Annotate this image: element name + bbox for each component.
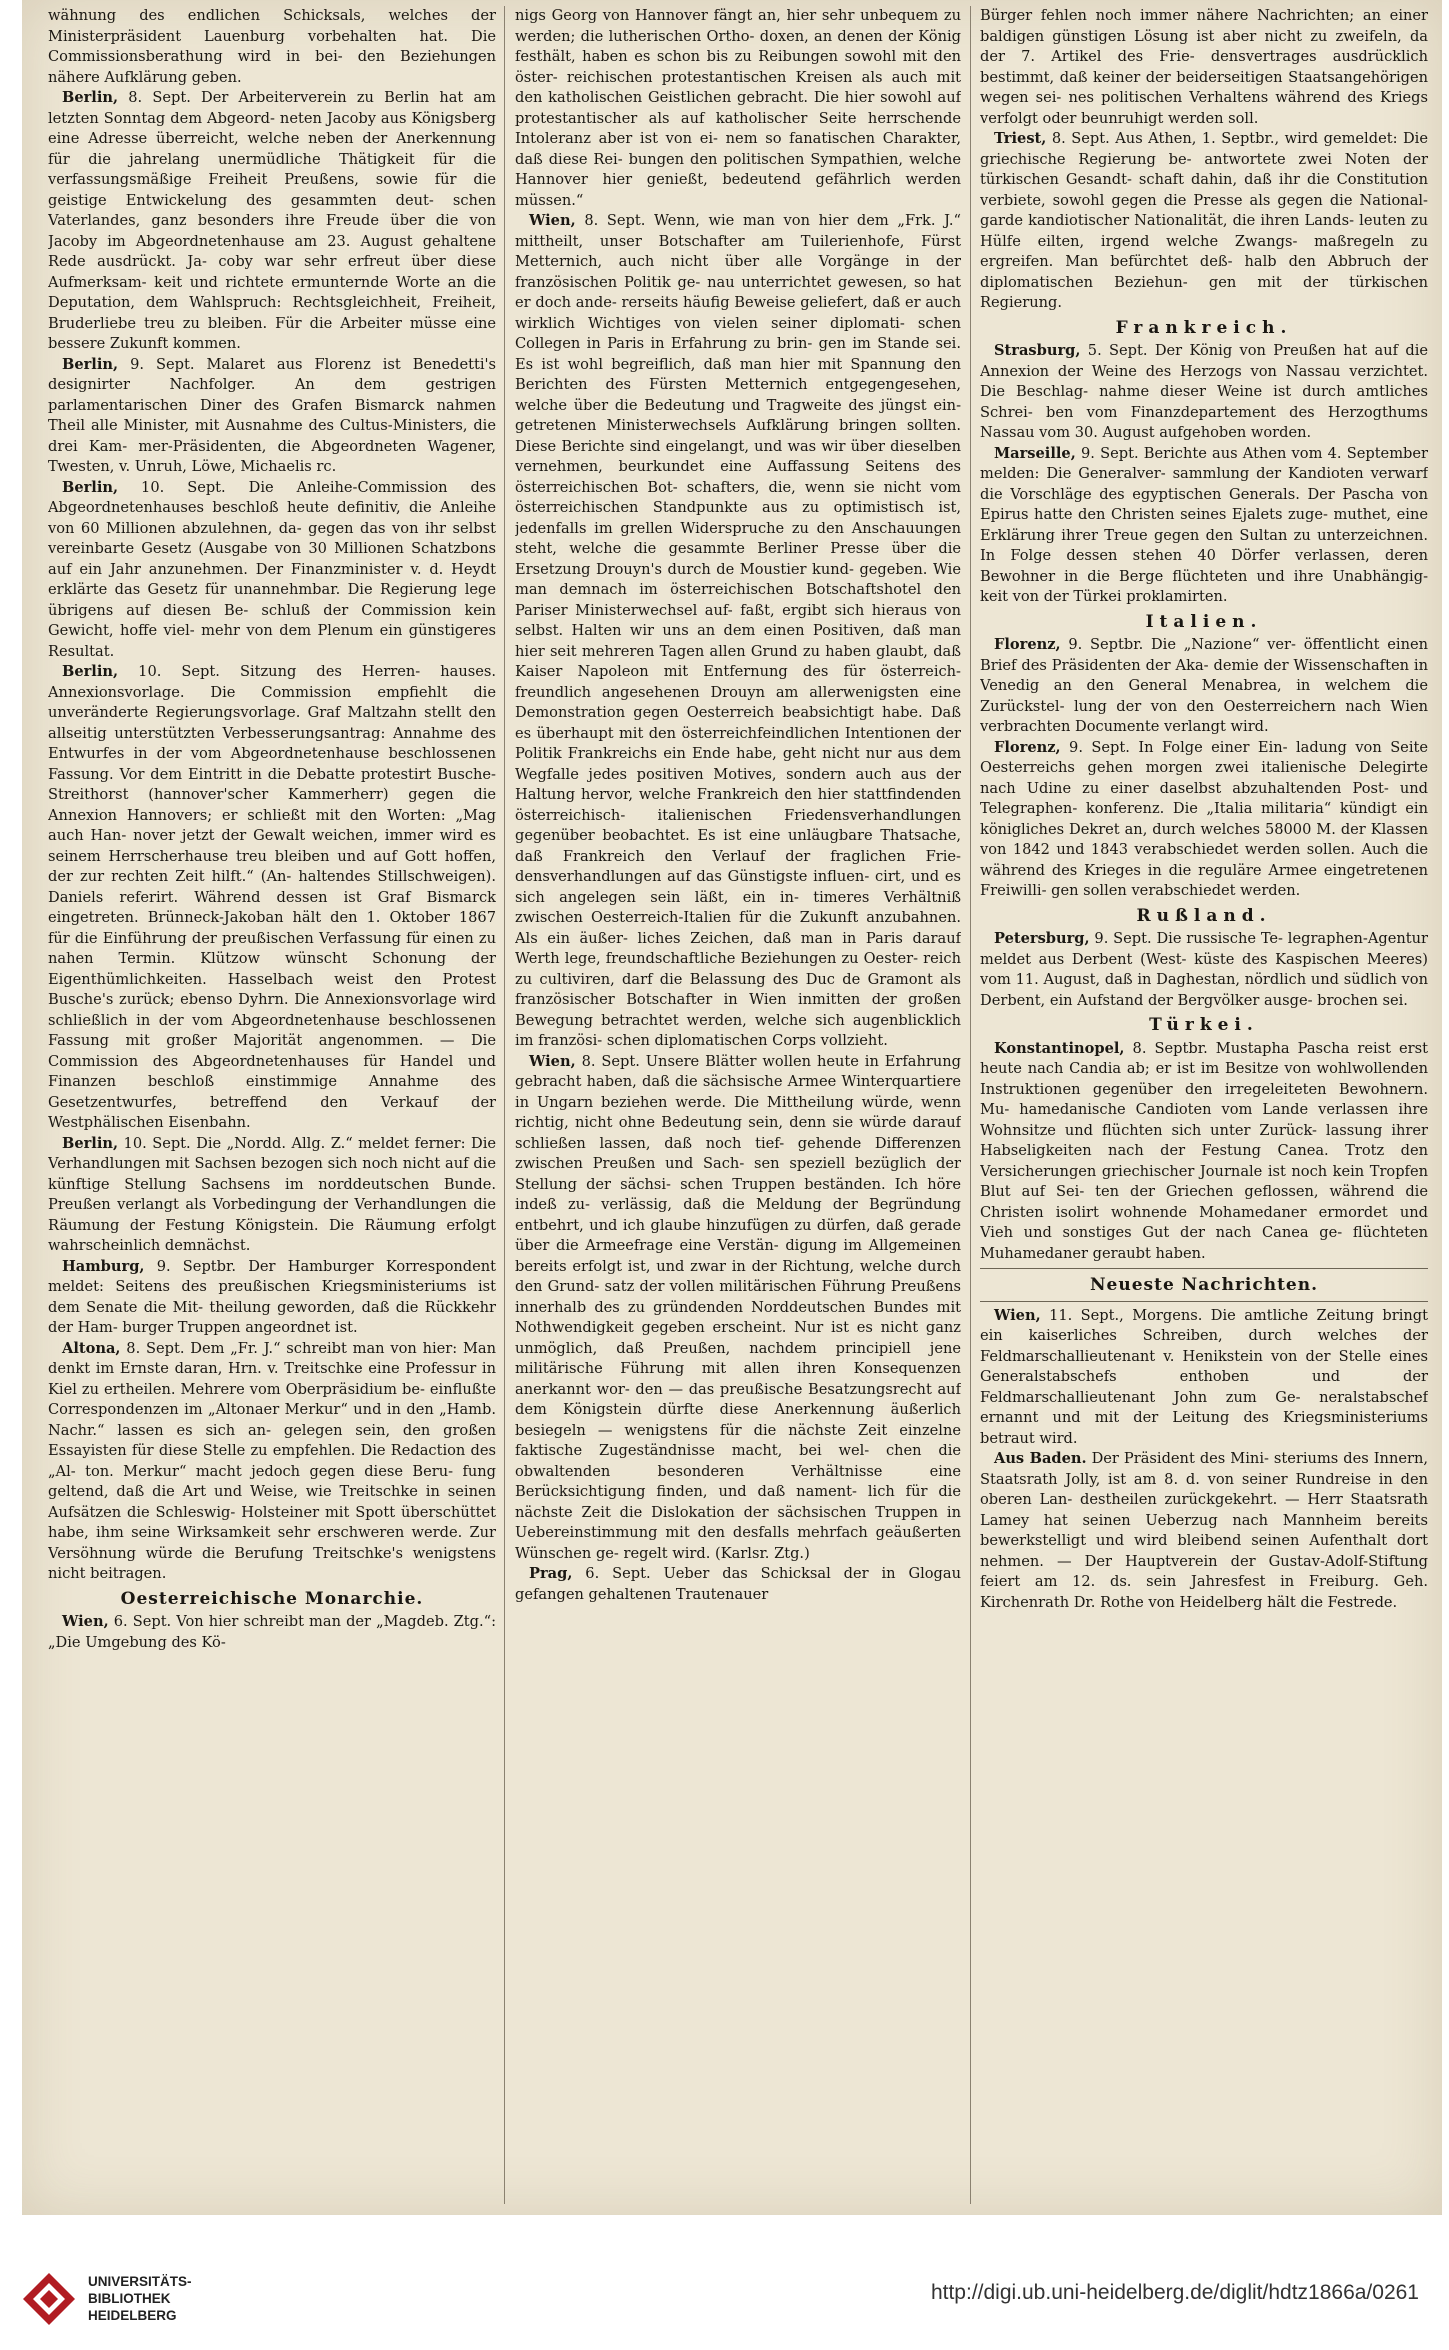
article-text: 5. Sept. Der König von Preußen hat auf die Annexion der Weine des Herzogs von Nassau verzichtet. Die Beschlag- nahme dieser Weine ist durch amtliches Schrei- ben vom Finanzdepartement des Herzogthums Nassau vom 30. August aufgehoben worden. xyxy=(980,342,1428,441)
article-text: 9. Sept. Die russische Te- legraphen-Agentur meldet aus Derbent (West- küste des Kaspischen Meeres) vom 11. August, daß in Daghestan, nördlich und südlich von Derbent, ein Aufstand der Bergvölker ausge- brochen sei. xyxy=(980,930,1428,1009)
article-paragraph xyxy=(980,929,1428,1011)
article-text: Bürger fehlen noch immer nähere Nachrichten; an einer baldigen günstigen Lösung ist aber nicht zu zweifeln, da der 7. Artikel des Frie- densvertrages ausdrücklich bestimmt, daß keiner der beiderseitigen Staatsangehörigen wegen sei- nes politischen Verhaltens während des Kriegs verfolgt oder beunruhigt werden soll. xyxy=(980,7,1428,127)
column-rule xyxy=(504,6,505,2204)
article-dateline: Marseille, xyxy=(994,444,1076,462)
column-2 xyxy=(515,6,961,2204)
library-name xyxy=(88,2273,192,2324)
article-text: 10. Sept. Die „Nordd. Allg. Z.“ meldet ferner: Die Verhandlungen mit Sachsen bezogen sich noch nicht auf die künftige Stellung Sachsens im norddeutschen Bunde. Preußen verlangt als Vorbedingung der Verhandlungen die Räumung der Festung Königstein. Die Räumung erfolgt wahrscheinlich demnächst. xyxy=(48,1134,496,1254)
article-text: 8. Sept. Unsere Blätter wollen heute in Erfahrung gebracht haben, daß die sächsische Armee Winterquartiere in Ungarn beziehen werde. Die Mittheilung würde, wenn richtig, nicht ohne Bedeutung sein, denn sie würde darauf schließen lassen, daß noch tief- gehende Differenzen zwischen Preußen und Sach- sen speziell bezüglich der Stellung der sächsi- schen Truppen beständen. Ich höre indeß zu- verlässig, daß die Meldung der Begründung entbehrt, und ich glaube hinzufügen zu dürfen, daß gerade über die Armeefrage eine Verstän- digung im Allgemeinen bereits erfolgt ist, und zwar in der Richtung, welche durch den Grund- satz der vollen militärischen Führung Preußens innerhalb des zu gründenden Norddeutschen Bundes mit Nothwendigkeit gegeben erscheint. Nur ist es nicht ganz unmöglich, daß Preußen, nachdem principiell jene militärische Führung mit allen ihren Konsequenzen anerkannt wor- den — das preußische Besatzungsrecht auf dem Königstein dürfte diese Anerkennung äußerlich besiegeln — wenigstens für die nächste Zeit einzelne faktische Zugeständnisse macht, bei wel- chen die obwaltenden besonderen Verhältnisse eine Berücksichtigung finden, und daß nament- lich für die nächste Zeit die Dislokation der sächsischen Truppen in Uebereinstimmung mit den desfalls mehrfach geäußerten Wünschen ge- regelt wird. (Karlsr. Ztg.) xyxy=(515,1052,961,1562)
article-paragraph xyxy=(48,1339,496,1585)
article-dateline: Berlin, xyxy=(62,89,119,106)
article-text: 6. Sept. Von hier schreibt man der „Magdeb. Ztg.“: „Die Umgebung des Kö- xyxy=(48,1613,496,1651)
library-name-line: UNIVERSITÄTS- xyxy=(88,2274,192,2289)
article-dateline: Berlin, xyxy=(62,1134,119,1152)
article-dateline: Petersburg, xyxy=(994,930,1090,947)
article-paragraph xyxy=(980,444,1428,608)
article-dateline: Wien, xyxy=(529,1052,576,1070)
column-rule xyxy=(970,6,971,2204)
section-heading: Italien. xyxy=(1145,611,1263,632)
article-text: 8. Sept. Wenn, wie man von hier dem „Frk. J.“ mittheilt, unser Botschafter am Tuilerienhofe, Fürst Metternich, auch nicht über alle Vorgänge in der französischen Politik ge- nau unterrichtet gewesen, so hat er doch ande- rerseits häufig Beweise geliefert, daß er auch wirklich Wichtiges von vielen seiner diplomati- schen Collegen in Paris in Erfahrung zu brin- gen im Stande sei. Es ist wohl begreiflich, daß man hier mit Spannung den Berichten des Fürsten Metternich entgegengesehen, welche über die Bedeutung und Tragweite des jüngst ein- getretenen Ministerwechsels Aufklärung bringen sollten. Diese Berichte sind eingelangt, und was wir über dieselben vernehmen, beurkundet eine Auffassung Seitens des österreichischen Bot- schafters, die, wenn sie nicht vom österreichischen Standpunkte aus zu optimistisch ist, jedenfalls im grellen Widerspruche zu den Anschauungen steht, welche die gesammte Berliner Presse über die Ersetzung Drouyn's durch de Moustier kund- gegeben. Wie man demnach im österreichischen Botschaftshotel den Pariser Ministerwechsel auf- faßt, ergibt sich hieraus von selbst. Halten wir uns an dem einen Positiven, daß man hier seit mehreren Tagen allen Grund zu haben glaubt, daß Kaiser Napoleon mit Entfernung des für österreich-freundlich angesehenen Drouyn am allerwenigsten eine Demonstration gegen Oesterreich beabsichtigt habe. Daß es überhaupt mit den österreichfeindlichen Intentionen der Politik Frankreichs ein Ende habe, geht nicht nur aus dem Wegfalle jedes positiven Motives, sondern auch aus der Haltung hervor, welche Frankreich den hier stattfindenden österreichisch- italienischen Friedensverhandlungen gegenüber beobachtet. Es ist eine unläugbare Thatsache, daß Frankreich den Verlauf der fraglichen Frie- densverhandlungen auf das Günstigste influen- cirt, und es sich angelegen sein läßt, ein in- timeres Verhältniß zwischen Oesterreich-Italien für die Zukunft anzubahnen. Als ein äußer- liches Zeichen, daß man in Paris darauf Werth lege, freundschaftliche Beziehungen zu Oester- reich zu cultiviren, darf die Belassung des Duc de Gramont als französischer Botschafter in Wien inmitten der großen Bewegung betrachtet werden, welche sich augenblicklich im französi- schen diplomatischen Corps vollzieht. xyxy=(515,212,961,1049)
article-text: 9. Sept. Berichte aus Athen vom 4. September melden: Die Generalver- sammlung der Kandioten verwarf die Vorschläge des egyptischen Generals. Der Pascha von Epirus hatte den Christen seines Ejalets zuge- muthet, eine Erklärung ihrer Treue gegen den Sultan zu unterzeichnen. In Folge dessen stehen 40 Dörfer verlassen, deren Bewohner in die Berge flüchteten und ihre Unabhängig- keit von der Türkei proklamirten. xyxy=(980,444,1428,605)
page-footer xyxy=(0,2215,1449,2350)
article-paragraph xyxy=(980,738,1428,902)
article-dateline: Triest, xyxy=(994,130,1047,147)
newspaper-page xyxy=(22,0,1442,2215)
article-paragraph xyxy=(980,1449,1428,1613)
article-dateline: Konstantinopel, xyxy=(994,1039,1125,1057)
article-paragraph xyxy=(48,478,496,663)
article-paragraph xyxy=(515,1052,961,1565)
article-paragraph xyxy=(48,6,496,88)
column-1 xyxy=(48,6,496,2204)
article-dateline: Florenz, xyxy=(994,636,1061,653)
article-text: 9. Sept. In Folge einer Ein- ladung von Seite Oesterreichs gehen morgen zwei italienische Delegirte nach Udine zu einer daselbst abzuhaltenden Post- und Telegraphen- konferenz. Die „Italia militaria“ kündigt ein königliches Dekret an, durch welches 58000 M. der Klassen von 1842 und 1843 verabschiedet werden sollen. Auch die während des Krieges in die reguläre Armee eingetretenen Freiwilli- gen sollen verabschiedet werden. xyxy=(980,738,1428,899)
library-name-line: BIBLIOTHEK xyxy=(88,2291,171,2306)
article-paragraph xyxy=(48,1612,496,1653)
article-paragraph xyxy=(515,211,961,1052)
article-text: 6. Sept. Ueber das Schicksal der in Glogau gefangen gehaltenen Trautenauer xyxy=(515,1565,961,1603)
article-dateline: Hamburg, xyxy=(62,1257,145,1275)
article-paragraph xyxy=(980,635,1428,738)
article-text: 8. Septbr. Mustapha Pascha reist erst heute nach Candia ab; er ist im Besitze von wohlwollenden Instruktionen gegenüber den irregeleiteten Bewohnern. Mu- hamedanische Candioten vom Lande verlassen ihre Wohnsitze und flüchten sich unter Zurück- lassung ihrer Habseligkeiten nach der Festung Canea. Trotz den Versicherungen griechischer Journale ist noch kein Tropfen Blut auf Sei- ten der Griechen geflossen, während die Christen isolirt wohnende Mohamedaner ermordet und Vieh und sonstiges Gut der nach Canea ge- flüchteten Muhamedaner geraubt haben. xyxy=(980,1039,1428,1262)
article-dateline: Florenz, xyxy=(994,738,1061,756)
article-dateline: Wien, xyxy=(529,212,576,229)
section-heading: Türkei. xyxy=(1149,1015,1259,1035)
article-text: Der Präsident des Mini- steriums des Innern, Staatsrath Jolly, ist am 8. d. von seiner Rundreise in den oberen Lan- destheilen zurückgekehrt. — Herr Staatsrath Lamey hat seinen Ueberzug nach Mannheim bereits bewerkstelligt und wird bleibend seinen Aufenthalt dort nehmen. — Der Hauptverein der Gustav-Adolf-Stiftung feiert am 12. ds. sein Jahresfest in Freiburg. Geh. Kirchenrath Dr. Rothe von Heidelberg hält die Festrede. xyxy=(980,1450,1428,1611)
article-dateline: Aus Baden. xyxy=(994,1450,1087,1467)
article-dateline: Berlin, xyxy=(62,478,119,496)
latest-news-heading: Neueste Nachrichten. xyxy=(1089,1275,1319,1295)
article-dateline: Wien, xyxy=(994,1306,1041,1324)
university-library-logo-icon xyxy=(20,2270,78,2328)
article-paragraph xyxy=(980,129,1428,314)
article-dateline: Strasburg, xyxy=(994,342,1081,359)
latest-news-box xyxy=(980,1268,1428,1302)
article-paragraph xyxy=(980,1039,1428,1265)
article-dateline: Prag, xyxy=(529,1565,573,1582)
article-paragraph xyxy=(515,6,961,211)
article-paragraph xyxy=(980,341,1428,444)
article-text: 9. Septbr. Der Hamburger Korrespondent meldet: Seitens des preußischen Kriegsministeriums ist dem Senate die Mit- theilung geworden, daß die Rückkehr der Ham- burger Truppen angeordnet ist. xyxy=(48,1257,496,1336)
article-dateline: Berlin, xyxy=(62,355,119,373)
article-paragraph xyxy=(980,6,1428,129)
article-dateline: Wien, xyxy=(62,1613,109,1630)
article-text: 8. Sept. Dem „Fr. J.“ schreibt man von hier: Man denkt im Ernste daran, Hrn. v. Treitschke eine Professur in Kiel zu ertheilen. Mehrere vom Oberpräsidium be- einflußte Correspondenzen im „Altonaer Merkur“ und in den „Hamb. Nachr.“ lassen es sich an- gelegen sein, den großen Essayisten für diese Stelle zu empfehlen. Die Redaction des „Al- ton. Merkur“ macht jedoch gegen diese Beru- fung geltend, daß die Art und Weise, wie Treitschke in seinen Aufsätzen die Schleswig- Holsteiner mit Spott überschüttet habe, ihm seine Wirksamkeit sehr erschweren werde. Zur Versöhnung würde die Berufung Treitschke's wenigstens nicht beitragen. xyxy=(48,1339,496,1582)
article-text: 9. Septbr. Die „Nazione“ ver- öffentlicht einen Brief des Präsidenten der Aka- demie der Wissenschaften in Venedig an den General Menabrea, in welchem die Zurückstel- lung der von den Oesterreichern nach Wien verbrachten Documente verlangt wird. xyxy=(980,636,1428,735)
column-3 xyxy=(980,6,1428,2204)
library-name-line: HEIDELBERG xyxy=(88,2308,177,2323)
article-text: 8. Sept. Aus Athen, 1. Septbr., wird gemeldet: Die griechische Regierung be- antwortete zwei Noten der türkischen Gesandt- schaft dahin, daß ihr die Constitution verbiete, sowohl gegen die Presse als gegen die National- garde kandiotischer Nationalität, die ihren Lands- leuten zu Hülfe eilten, irgend welche Zwangs- maßregeln zu ergreifen. Man befürchtet deß- halb den Abbruch der diplomatischen Beziehun- gen mit der türkischen Regierung. xyxy=(980,130,1428,311)
article-text: wähnung des endlichen Schicksals, welches der Ministerpräsident Lauenburg vorbehalten hat. Die Commissionsberathung wird in bei- den Beziehungen nähere Aufklärung geben. xyxy=(48,7,496,86)
article-paragraph xyxy=(48,355,496,478)
article-dateline: Altona, xyxy=(62,1339,121,1357)
article-text: 11. Sept., Morgens. Die amtliche Zeitung bringt ein kaiserliches Schreiben, durch welches der Feldmarschallieutenant v. Henikstein von der Stelle eines Generalstabschefs enthoben und der Feldmarschallieutenant John zum Ge- neralstabschef ernannt und mit der Leitung des Kriegsministeriums betraut wird. xyxy=(980,1306,1428,1447)
article-text: 8. Sept. Der Arbeiterverein zu Berlin hat am letzten Sonntag dem Abgeord- neten Jacoby aus Königsberg eine Adresse überreicht, welche neben der Anerkennung für die jahrelang unermüdliche Thätigkeit für die verfassungsmäßige Freiheit Preußens, sowie für die geistige Entwickelung des gesammten deut- schen Vaterlandes, ganz besonders ihre Freude über die von Jacoby im Abgeordnetenhause am 23. August gehaltene Rede ausdrückt. Ja- coby war sehr erfreut über diese Aufmerksam- keit und richtete ermunternde Worte an die Deputation, dem Wahlspruch: Rechtsgleichheit, Freiheit, Bruderliebe treu zu bleiben. Für die Arbeiter müsse eine bessere Zukunft kommen. xyxy=(48,89,496,352)
article-text: 9. Sept. Malaret aus Florenz ist Benedetti's designirter Nachfolger. An dem gestrigen parlamentarischen Diner des Grafen Bismarck nahmen Theil alle Minister, mit Ausnahme des Cultus-Ministers, die drei Kam- mer-Präsidenten, die Abgeordneten Wagener, Twesten, v. Unruh, Löwe, Michaelis rc. xyxy=(48,355,496,475)
article-paragraph xyxy=(48,88,496,355)
article-paragraph xyxy=(48,1134,496,1257)
article-paragraph xyxy=(515,1564,961,1605)
article-paragraph xyxy=(48,662,496,1134)
article-dateline: Berlin, xyxy=(62,663,119,680)
source-url[interactable]: http://digi.ub.uni-heidelberg.de/diglit/hdtz1866a/0261 xyxy=(930,2281,1419,2304)
article-text: 10. Sept. Sitzung des Herren- hauses. Annexionsvorlage. Die Commission empfiehlt die unveränderte Regierungsvorlage. Graf Maltzahn stellt den allseitig unterstützten Verbesserungsantrag: Annahme des Entwurfes in der vom Abgeordnetenhause beschlossenen Fassung. Vor dem Eintritt in die Debatte protestirt Busche-Streithorst (hannover'scher Kammerherr) gegen die Annexion Hannovers; er schließt mit den Worten: „Mag auch Han- nover jetzt der Gewalt weichen, immer wird es seinem Herrscherhause treu bleiben und auf Gott hoffen, der zur rechten Zeit hilft.“ (An- haltendes Stillschweigen). Daniels referirt. Während dessen ist Graf Bismarck eingetreten. Brünneck-Jakoban hält den 1. Oktober 1867 für die Einführung der preußischen Verfassung für einen zu nahen Termin. Klützow wünscht Schonung der Eigenthümlichkeiten. Hasselbach weist den Protest Busche's zurück; ebenso Dyhrn. Die Annexionsvorlage wird schließlich in der vom Abgeordnetenhause beschlossenen Fassung mit großer Majorität angenommen. — Die Commission des Abgeordnetenhauses für Handel und Finanzen beschloß einstimmige Annahme des Gesetzentwurfes, betreffend den Verkauf der Westphälischen Eisenbahn. xyxy=(48,663,496,1131)
section-heading: Frankreich. xyxy=(1115,317,1293,338)
section-heading: Oesterreichische Monarchie. xyxy=(120,1588,424,1609)
article-text: nigs Georg von Hannover fängt an, hier sehr unbequem zu werden; die lutherischen Ortho- doxen, an denen der König festhält, haben es schon bis zu Reibungen sowohl mit den öster- reichischen protestantischen Kreisen als auch mit den katholischen Geistlichen gebracht. Die hier sowohl auf protestantischer als auf katholischer Seite herrschende Intoleranz aber ist von ei- nem so fanatischen Charakter, daß diese Rei- bungen den politischen Sympathien, welche Hannover hier genießt, bedeutend gefährlich werden müssen.“ xyxy=(515,7,961,209)
article-paragraph xyxy=(48,1257,496,1339)
section-heading: Rußland. xyxy=(1136,905,1272,926)
article-text: 10. Sept. Die Anleihe-Commission des Abgeordnetenhauses beschloß heute definitiv, die Anleihe von 60 Millionen abzulehnen, da- gegen das von ihr selbst vereinbarte Gesetz (Ausgabe von 30 Millionen Schatzbons auf ein Jahr anzunehmen. Der Finanzminister v. d. Heydt erklärte das Gesetz für unannehmbar. Die Regierung lege übrigens auf diesen Be- schluß der Commission kein Gewicht, hoffe viel- mehr von dem Plenum ein günstigeres Resultat. xyxy=(48,478,496,660)
article-paragraph xyxy=(980,1306,1428,1450)
